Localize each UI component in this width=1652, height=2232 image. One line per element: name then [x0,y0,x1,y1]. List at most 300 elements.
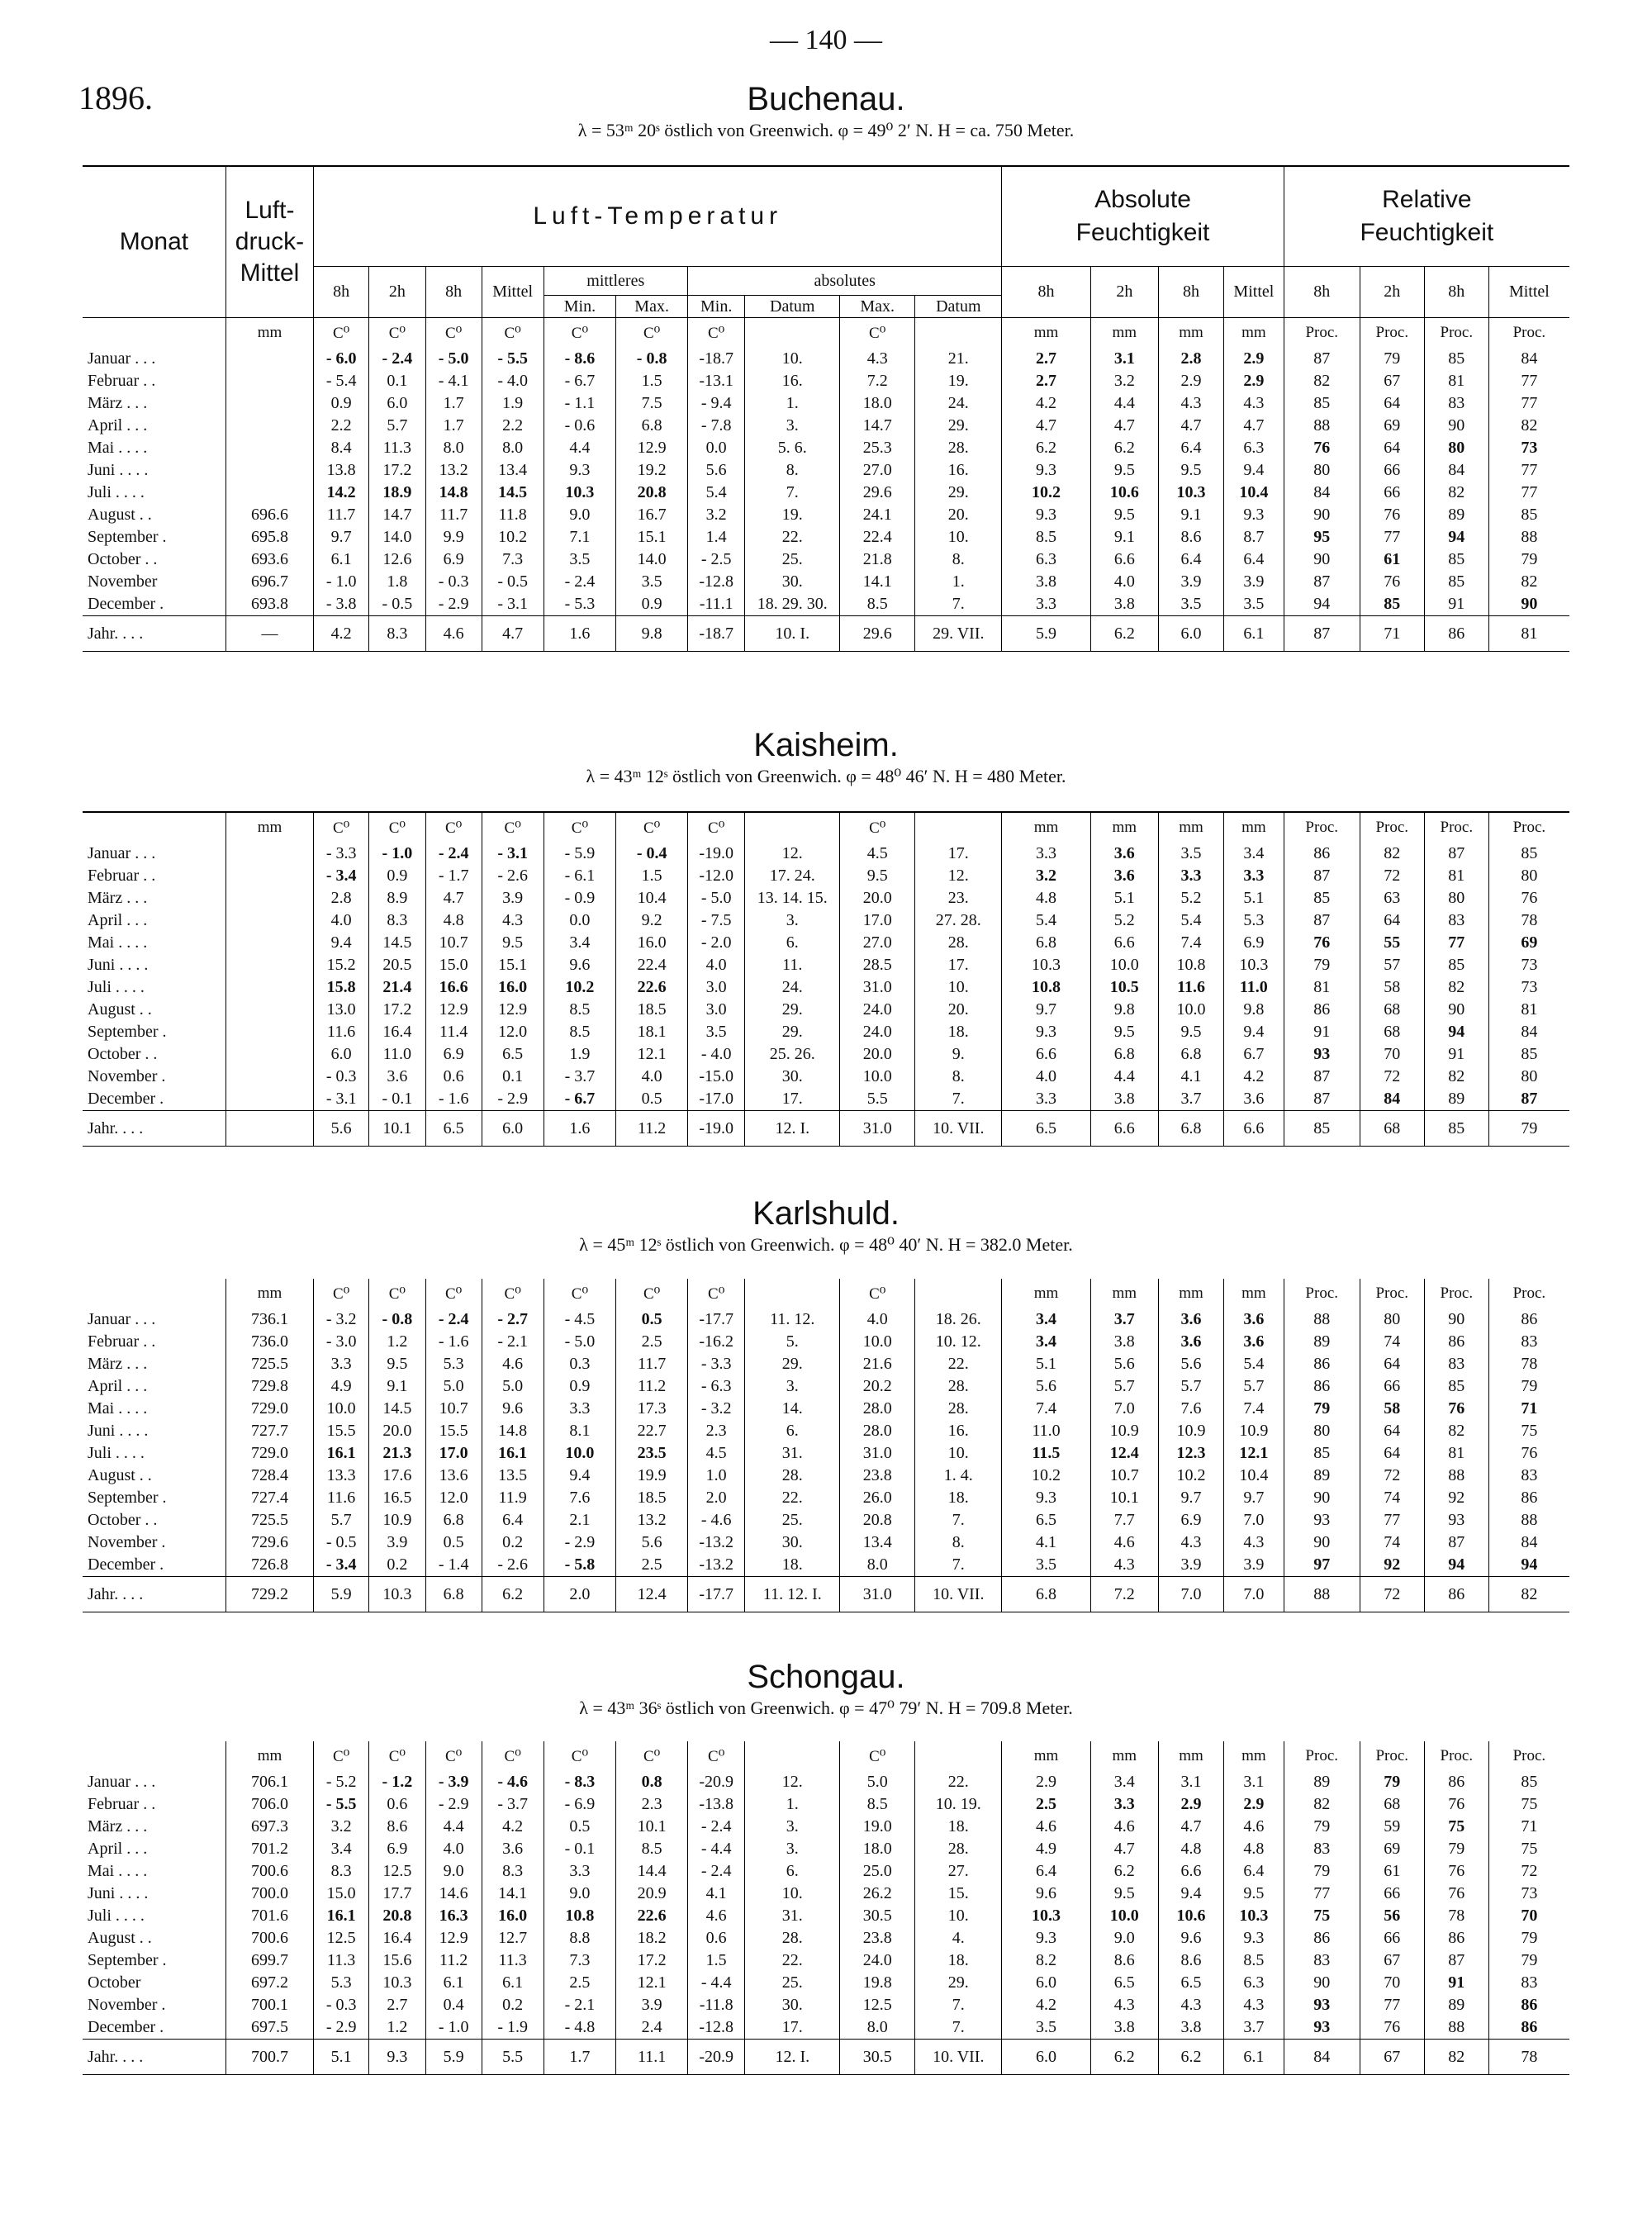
temp-cell: 11.2 [425,1949,482,1972]
temp-cell: 27.0 [840,932,915,954]
abs-humidity-cell [1158,1442,1223,1465]
temp-cell-bold: - 2.4 [382,349,413,368]
abs-humidity-cell [1158,976,1223,999]
rel-humidity-cell: 85 [1488,843,1569,865]
pressure-cell [225,392,313,415]
unit-cell: C⁰ [840,1279,915,1308]
abs-humidity-cell: 3.8 [1090,593,1158,616]
temp-cell: 1.7 [425,415,482,437]
unit-cell: Proc. [1424,1741,1488,1771]
temp-cell: 14.1 [840,571,915,593]
abs-humidity-cell: 6.6 [1090,549,1158,571]
rel-humidity-cell [1284,932,1360,954]
temp-cell: 28. [915,1398,1002,1420]
temp-cell: 9.3 [544,459,616,482]
temp-cell: 0.6 [688,1927,745,1949]
rel-humidity-cell: 82 [1424,2040,1488,2075]
abs-humidity-cell [1224,348,1284,370]
rel-humidity-cell: 88 [1424,1465,1488,1487]
temp-cell-bold: 21.3 [382,1444,412,1462]
abs-humidity-cell: 5.7 [1158,1375,1223,1398]
month-label: März . . . [88,1817,148,1835]
rel-humidity-cell: 86 [1284,1927,1360,1949]
unit-cell [915,812,1002,843]
temp-cell: 9.5 [840,865,915,887]
temp-cell: 2.3 [688,1420,745,1442]
abs-humidity-cell: 9.3 [1224,504,1284,526]
abs-humidity-cell: 6.3 [1002,549,1090,571]
temp-cell: 17.3 [616,1398,688,1420]
abs-humidity-cell: 3.9 [1158,1554,1223,1577]
month-row [83,954,1569,976]
unit-cell [915,1279,1002,1308]
month-label: Jahr. . . . [83,616,225,652]
abs-humidity-cell: 4.2 [1224,1066,1284,1088]
unit-cell: C⁰ [840,1741,915,1771]
temp-cell: 7. [915,1994,1002,2016]
temp-cell: 4.5 [840,843,915,865]
temp-cell: 1.9 [544,1043,616,1066]
temp-cell [544,1442,616,1465]
unit-cell: mm [1090,1741,1158,1771]
temp-cell: 12.9 [425,1927,482,1949]
temp-cell: 11.0 [369,1043,425,1066]
temp-cell: 10. VII. [915,1111,1002,1147]
rel-humidity-cell-bold: 93 [1313,2018,1331,2036]
abs-humidity-cell-bold: 3.4 [1035,1332,1056,1351]
station-body [83,1741,1569,2075]
temp-cell: 5.0 [425,1375,482,1398]
temp-cell-bold: 17.0 [439,1444,468,1462]
temp-cell [544,1771,616,1793]
unit-cell: C⁰ [314,318,369,349]
month-row [83,999,1569,1021]
unit-cell: Proc. [1284,1279,1360,1308]
temp-cell [544,348,616,370]
rel-humidity-cell: 82 [1424,482,1488,504]
pressure-cell: 700.7 [225,2040,313,2075]
rel-humidity-cell-bold: 94 [1448,528,1465,546]
temp-cell: - 6.9 [544,1793,616,1816]
temp-cell-bold: - 5.0 [438,349,469,368]
temp-cell: 6.9 [369,1838,425,1860]
unit-cell: C⁰ [482,318,544,349]
pressure-cell: 700.0 [225,1883,313,1905]
temp-cell: 6.5 [482,1043,544,1066]
temp-cell: 9.6 [544,954,616,976]
temp-cell: 4.7 [482,616,544,652]
pressure-cell [225,1066,313,1088]
temp-cell: 1.0 [688,1465,745,1487]
temp-cell: 25.0 [840,1860,915,1883]
temp-cell-bold: - 5.8 [564,1555,596,1574]
temp-cell: - 3.2 [314,1308,369,1331]
temp-cell: 6. [745,1420,840,1442]
temp-cell: 20. [915,999,1002,1021]
abs-humidity-cell: 4.6 [1002,1816,1090,1838]
temp-cell: 11.6 [314,1021,369,1043]
abs-humidity-cell: 3.5 [1002,1554,1090,1577]
rel-humidity-cell: 66 [1360,482,1424,504]
pressure-cell: 729.8 [225,1375,313,1398]
temp-cell-bold: - 6.7 [564,1090,596,1108]
abs-humidity-cell: 9.3 [1002,459,1090,482]
temp-cell: - 2.9 [482,1088,544,1111]
abs-humidity-cell [1090,348,1158,370]
temp-cell: 29.6 [840,482,915,504]
temp-cell: -19.0 [688,843,745,865]
temp-cell: 3. [745,1816,840,1838]
rel-humidity-cell-bold: 95 [1313,528,1331,546]
rel-humidity-cell [1488,1088,1569,1111]
temp-cell: 15.1 [616,526,688,549]
temp-cell: -18.7 [687,348,744,370]
abs-humidity-cell: 5.4 [1224,1353,1284,1375]
rel-humidity-cell: 78 [1488,1353,1569,1375]
temp-cell: 13.6 [425,1465,482,1487]
rel-humidity-cell: 84 [1284,482,1360,504]
month-row [83,504,1569,526]
station-table-schongau [83,1741,1569,2075]
abs-humidity-cell: 4.6 [1090,1532,1158,1554]
month-row [83,1066,1569,1088]
temp-cell-bold: 22.6 [637,1907,667,1925]
temp-cell [616,1442,688,1465]
temp-cell: 28. [915,437,1002,459]
abs-humidity-cell: 3.9 [1224,571,1284,593]
abs-humidity-cell: 10.1 [1090,1487,1158,1509]
temp-cell: 9.9 [425,526,482,549]
header-luft-temperatur: Luft-Temperatur [314,166,1002,267]
temp-cell: 4.9 [314,1375,369,1398]
temp-cell: - 5.0 [544,1331,616,1353]
rel-humidity-cell: 66 [1360,1883,1424,1905]
rel-humidity-cell: 89 [1284,1331,1360,1353]
unit-cell: C⁰ [369,812,425,843]
rel-humidity-cell: 85 [1284,392,1360,415]
temp-cell: 14.7 [369,504,425,526]
rel-humidity-cell: 88 [1284,1577,1360,1612]
month-label: September . [88,1951,167,1969]
header-abs-2h: 2h [1090,267,1158,318]
abs-humidity-cell: 9.1 [1090,526,1158,549]
temp-cell [314,348,369,370]
rel-humidity-cell: 90 [1284,1532,1360,1554]
month-label: Juni . . . . [88,956,149,974]
temp-cell-bold: 14.8 [439,483,468,501]
temp-cell [314,1905,369,1927]
temp-cell: 4.2 [482,1816,544,1838]
abs-humidity-cell: 4.7 [1090,415,1158,437]
temp-cell: 1. 4. [915,1465,1002,1487]
temp-cell-bold: - 0.8 [636,349,667,368]
month-label: Februar . . [88,1795,156,1813]
abs-humidity-cell [1002,348,1090,370]
temp-cell: 1.4 [687,526,744,549]
rel-humidity-cell: 79 [1488,1927,1569,1949]
abs-humidity-cell: 8.6 [1158,1949,1223,1972]
rel-humidity-cell: 77 [1488,370,1569,392]
temp-cell [616,482,688,504]
temp-cell: -12.8 [688,2016,745,2040]
abs-humidity-cell: 4.3 [1158,1532,1223,1554]
temp-cell: 4.5 [688,1442,745,1465]
abs-humidity-cell-bold: 10.3 [1031,1907,1061,1925]
temp-cell: 31.0 [840,1111,915,1147]
abs-humidity-cell-bold: 3.6 [1180,1332,1202,1351]
rel-humidity-cell: 69 [1360,1838,1424,1860]
temp-cell [369,1308,425,1331]
temp-cell: 9.2 [616,909,688,932]
temp-cell: 11.1 [616,2040,688,2075]
temp-cell [425,1308,482,1331]
rel-humidity-cell: 92 [1424,1487,1488,1509]
unit-cell: mm [1224,318,1284,349]
temp-cell: 19.8 [840,1972,915,1994]
pressure-cell [225,1111,313,1147]
abs-humidity-cell: 10.9 [1224,1420,1284,1442]
rel-humidity-cell: 77 [1360,1994,1424,2016]
pressure-cell [225,348,313,370]
temp-cell: - 3.2 [688,1398,745,1420]
unit-cell: C⁰ [314,1279,369,1308]
temp-cell: 31. [745,1442,840,1465]
rel-humidity-cell [1488,2016,1569,2040]
rel-humidity-cell-bold: 76 [1313,439,1331,457]
temp-cell: 8.5 [616,1838,688,1860]
temp-cell: -17.0 [688,1088,745,1111]
temp-cell: 3.5 [616,571,688,593]
rel-humidity-cell [1284,2016,1360,2040]
abs-humidity-cell: 5.2 [1158,887,1223,909]
month-label: Januar . . . [88,844,156,862]
temp-cell: 18. 29. 30. [745,593,840,616]
rel-humidity-cell: 90 [1284,549,1360,571]
temp-cell-bold: 16.6 [439,978,468,996]
rel-humidity-cell [1424,437,1488,459]
temp-cell: 16.7 [616,504,688,526]
temp-cell: - 7.8 [687,415,744,437]
temp-cell: 8.5 [544,999,616,1021]
rel-humidity-cell: 63 [1360,887,1424,909]
abs-humidity-cell: 9.7 [1002,999,1090,1021]
pressure-cell: 700.1 [225,1994,313,2016]
month-row [83,1487,1569,1509]
temp-cell: 10. [915,1905,1002,1927]
temp-cell: 4.0 [314,909,369,932]
temp-cell: 22. [745,1949,840,1972]
month-row [83,1088,1569,1111]
abs-humidity-cell: 9.6 [1002,1883,1090,1905]
abs-humidity-cell: 3.5 [1224,593,1284,616]
rel-humidity-cell [1424,1554,1488,1577]
abs-humidity-cell [1224,865,1284,887]
temp-cell: 0.0 [544,909,616,932]
month-label: August . . [88,1000,152,1019]
rel-humidity-cell: 89 [1284,1465,1360,1487]
unit-cell: mm [225,1279,313,1308]
rel-humidity-cell [1424,1816,1488,1838]
abs-humidity-cell: 3.8 [1002,571,1090,593]
rel-humidity-cell: 77 [1488,392,1569,415]
abs-humidity-cell: 3.1 [1224,1771,1284,1793]
abs-humidity-cell-bold: 2.5 [1035,1795,1056,1813]
rel-humidity-cell: 72 [1360,865,1424,887]
abs-humidity-cell: 6.6 [1090,1111,1158,1147]
abs-humidity-cell: 3.5 [1158,843,1223,865]
rel-humidity-cell [1360,1905,1424,1927]
abs-humidity-cell-bold: 10.6 [1176,1907,1206,1925]
pressure-cell [225,843,313,865]
temp-cell: 11.3 [314,1949,369,1972]
temp-cell-bold: - 3.1 [497,844,528,862]
rel-humidity-cell: 76 [1424,1883,1488,1905]
rel-humidity-cell: 89 [1284,1771,1360,1793]
header-mittleres: mittleres [544,267,687,296]
abs-humidity-cell [1158,1905,1223,1927]
abs-humidity-cell-bold: 3.3 [1180,867,1202,885]
temp-cell: 22.4 [616,954,688,976]
unit-cell: Proc. [1360,318,1424,349]
abs-humidity-cell-bold: 3.6 [1243,1310,1265,1328]
abs-humidity-cell: 9.4 [1224,1021,1284,1043]
month-label: Juli . . . . [88,483,145,501]
temp-cell-bold: 0.8 [641,1773,662,1791]
abs-humidity-cell: 3.7 [1158,1088,1223,1111]
rel-humidity-cell: 80 [1488,865,1569,887]
temp-cell-bold: - 0.4 [636,844,667,862]
unit-cell: C⁰ [369,318,425,349]
pressure-cell: 726.8 [225,1554,313,1577]
rel-humidity-cell: 64 [1360,1420,1424,1442]
temp-cell: 7. [915,1509,1002,1532]
unit-cell [745,318,840,349]
temp-cell: 14.4 [616,1860,688,1883]
temp-cell: 11.8 [482,504,544,526]
temp-cell: 4.6 [688,1905,745,1927]
abs-humidity-cell: 10.3 [1224,954,1284,976]
header-monat: Monat [83,166,225,318]
temp-cell: 3.2 [314,1816,369,1838]
rel-humidity-cell-bold: 76 [1448,1399,1465,1418]
month-row [83,1972,1569,1994]
temp-cell: 11.7 [425,504,482,526]
abs-humidity-cell: 3.5 [1158,593,1223,616]
temp-cell: 6.8 [425,1509,482,1532]
temp-cell: 3.9 [482,887,544,909]
temp-cell: 26.0 [840,1487,915,1509]
month-row [83,1860,1569,1883]
rel-humidity-cell: 86 [1424,1577,1488,1612]
temp-cell: -20.9 [688,2040,745,2075]
temp-cell [616,843,688,865]
abs-humidity-cell: 4.0 [1002,1066,1090,1088]
temp-cell: 17. [745,2016,840,2040]
temp-cell: - 3.7 [482,1793,544,1816]
temp-cell: 9.6 [482,1398,544,1420]
header-rel-mittel: Mittel [1488,267,1569,318]
temp-cell: 3.3 [544,1860,616,1883]
temp-cell: 8.1 [544,1420,616,1442]
temp-cell: 28. [915,932,1002,954]
temp-cell: - 2.9 [544,1532,616,1554]
unit-cell: C⁰ [425,1279,482,1308]
temp-cell: - 3.3 [314,843,369,865]
temp-cell: 10. [915,976,1002,999]
temp-cell [314,1554,369,1577]
rel-humidity-cell: 71 [1488,1816,1569,1838]
abs-humidity-cell: 8.6 [1158,526,1223,549]
rel-humidity-cell [1488,1994,1569,2016]
rel-humidity-cell: 72 [1360,1577,1424,1612]
temp-cell-bold: - 8.3 [564,1773,596,1791]
temp-cell: 12. [745,843,840,865]
unit-cell: Proc. [1360,1279,1424,1308]
temp-cell: 12. I. [745,1111,840,1147]
unit-cell [83,318,225,349]
temp-cell: 8. [915,1532,1002,1554]
temp-cell: - 0.3 [425,571,482,593]
temp-cell: - 4.1 [425,370,482,392]
temp-cell [425,348,482,370]
temp-cell: 24. [915,392,1002,415]
month-row [83,1816,1569,1838]
abs-humidity-cell: 5.6 [1090,1353,1158,1375]
pressure-cell: 727.7 [225,1420,313,1442]
unit-row [83,812,1569,843]
rel-humidity-cell: 76 [1424,1793,1488,1816]
rel-humidity-cell: 74 [1360,1532,1424,1554]
temp-cell: 31. [745,1905,840,1927]
rel-humidity-cell: 85 [1284,887,1360,909]
month-label: December . [88,1555,164,1574]
abs-humidity-cell-bold: 3.6 [1243,1332,1265,1351]
month-row [83,1838,1569,1860]
rel-humidity-cell: 67 [1360,370,1424,392]
abs-humidity-cell: 10.0 [1158,999,1223,1021]
temp-cell: 8.5 [544,1021,616,1043]
unit-cell: Proc. [1488,1279,1569,1308]
temp-cell: 22. [745,526,840,549]
abs-humidity-cell: 2.9 [1002,1771,1090,1793]
unit-cell: mm [1158,1741,1223,1771]
rel-humidity-cell: 86 [1284,1353,1360,1375]
rel-humidity-cell: 88 [1284,1308,1360,1331]
temp-cell: 5.3 [425,1353,482,1375]
temp-cell: 23.8 [840,1927,915,1949]
temp-cell: 0.2 [482,1532,544,1554]
abs-humidity-cell: 9.8 [1090,999,1158,1021]
temp-cell: - 2.4 [688,1860,745,1883]
month-label: Februar . . [88,372,156,390]
abs-humidity-cell: 9.3 [1002,504,1090,526]
header-luftdruck: Luft- druck- Mittel [225,166,313,318]
temp-cell: 3.3 [544,1398,616,1420]
abs-humidity-cell: 10.7 [1090,1465,1158,1487]
temp-cell: - 4.4 [688,1972,745,1994]
abs-humidity-cell [1158,865,1223,887]
rel-humidity-cell: 86 [1424,1331,1488,1353]
rel-humidity-cell: 66 [1360,1927,1424,1949]
temp-cell: 0.6 [369,1793,425,1816]
abs-humidity-cell-bold: 11.5 [1032,1444,1061,1462]
temp-cell: 13.0 [314,999,369,1021]
temp-cell: 29. [745,1021,840,1043]
temp-cell: 20.2 [840,1375,915,1398]
temp-cell: 4.1 [688,1883,745,1905]
rel-humidity-cell: 78 [1424,1905,1488,1927]
abs-humidity-cell [1224,1905,1284,1927]
